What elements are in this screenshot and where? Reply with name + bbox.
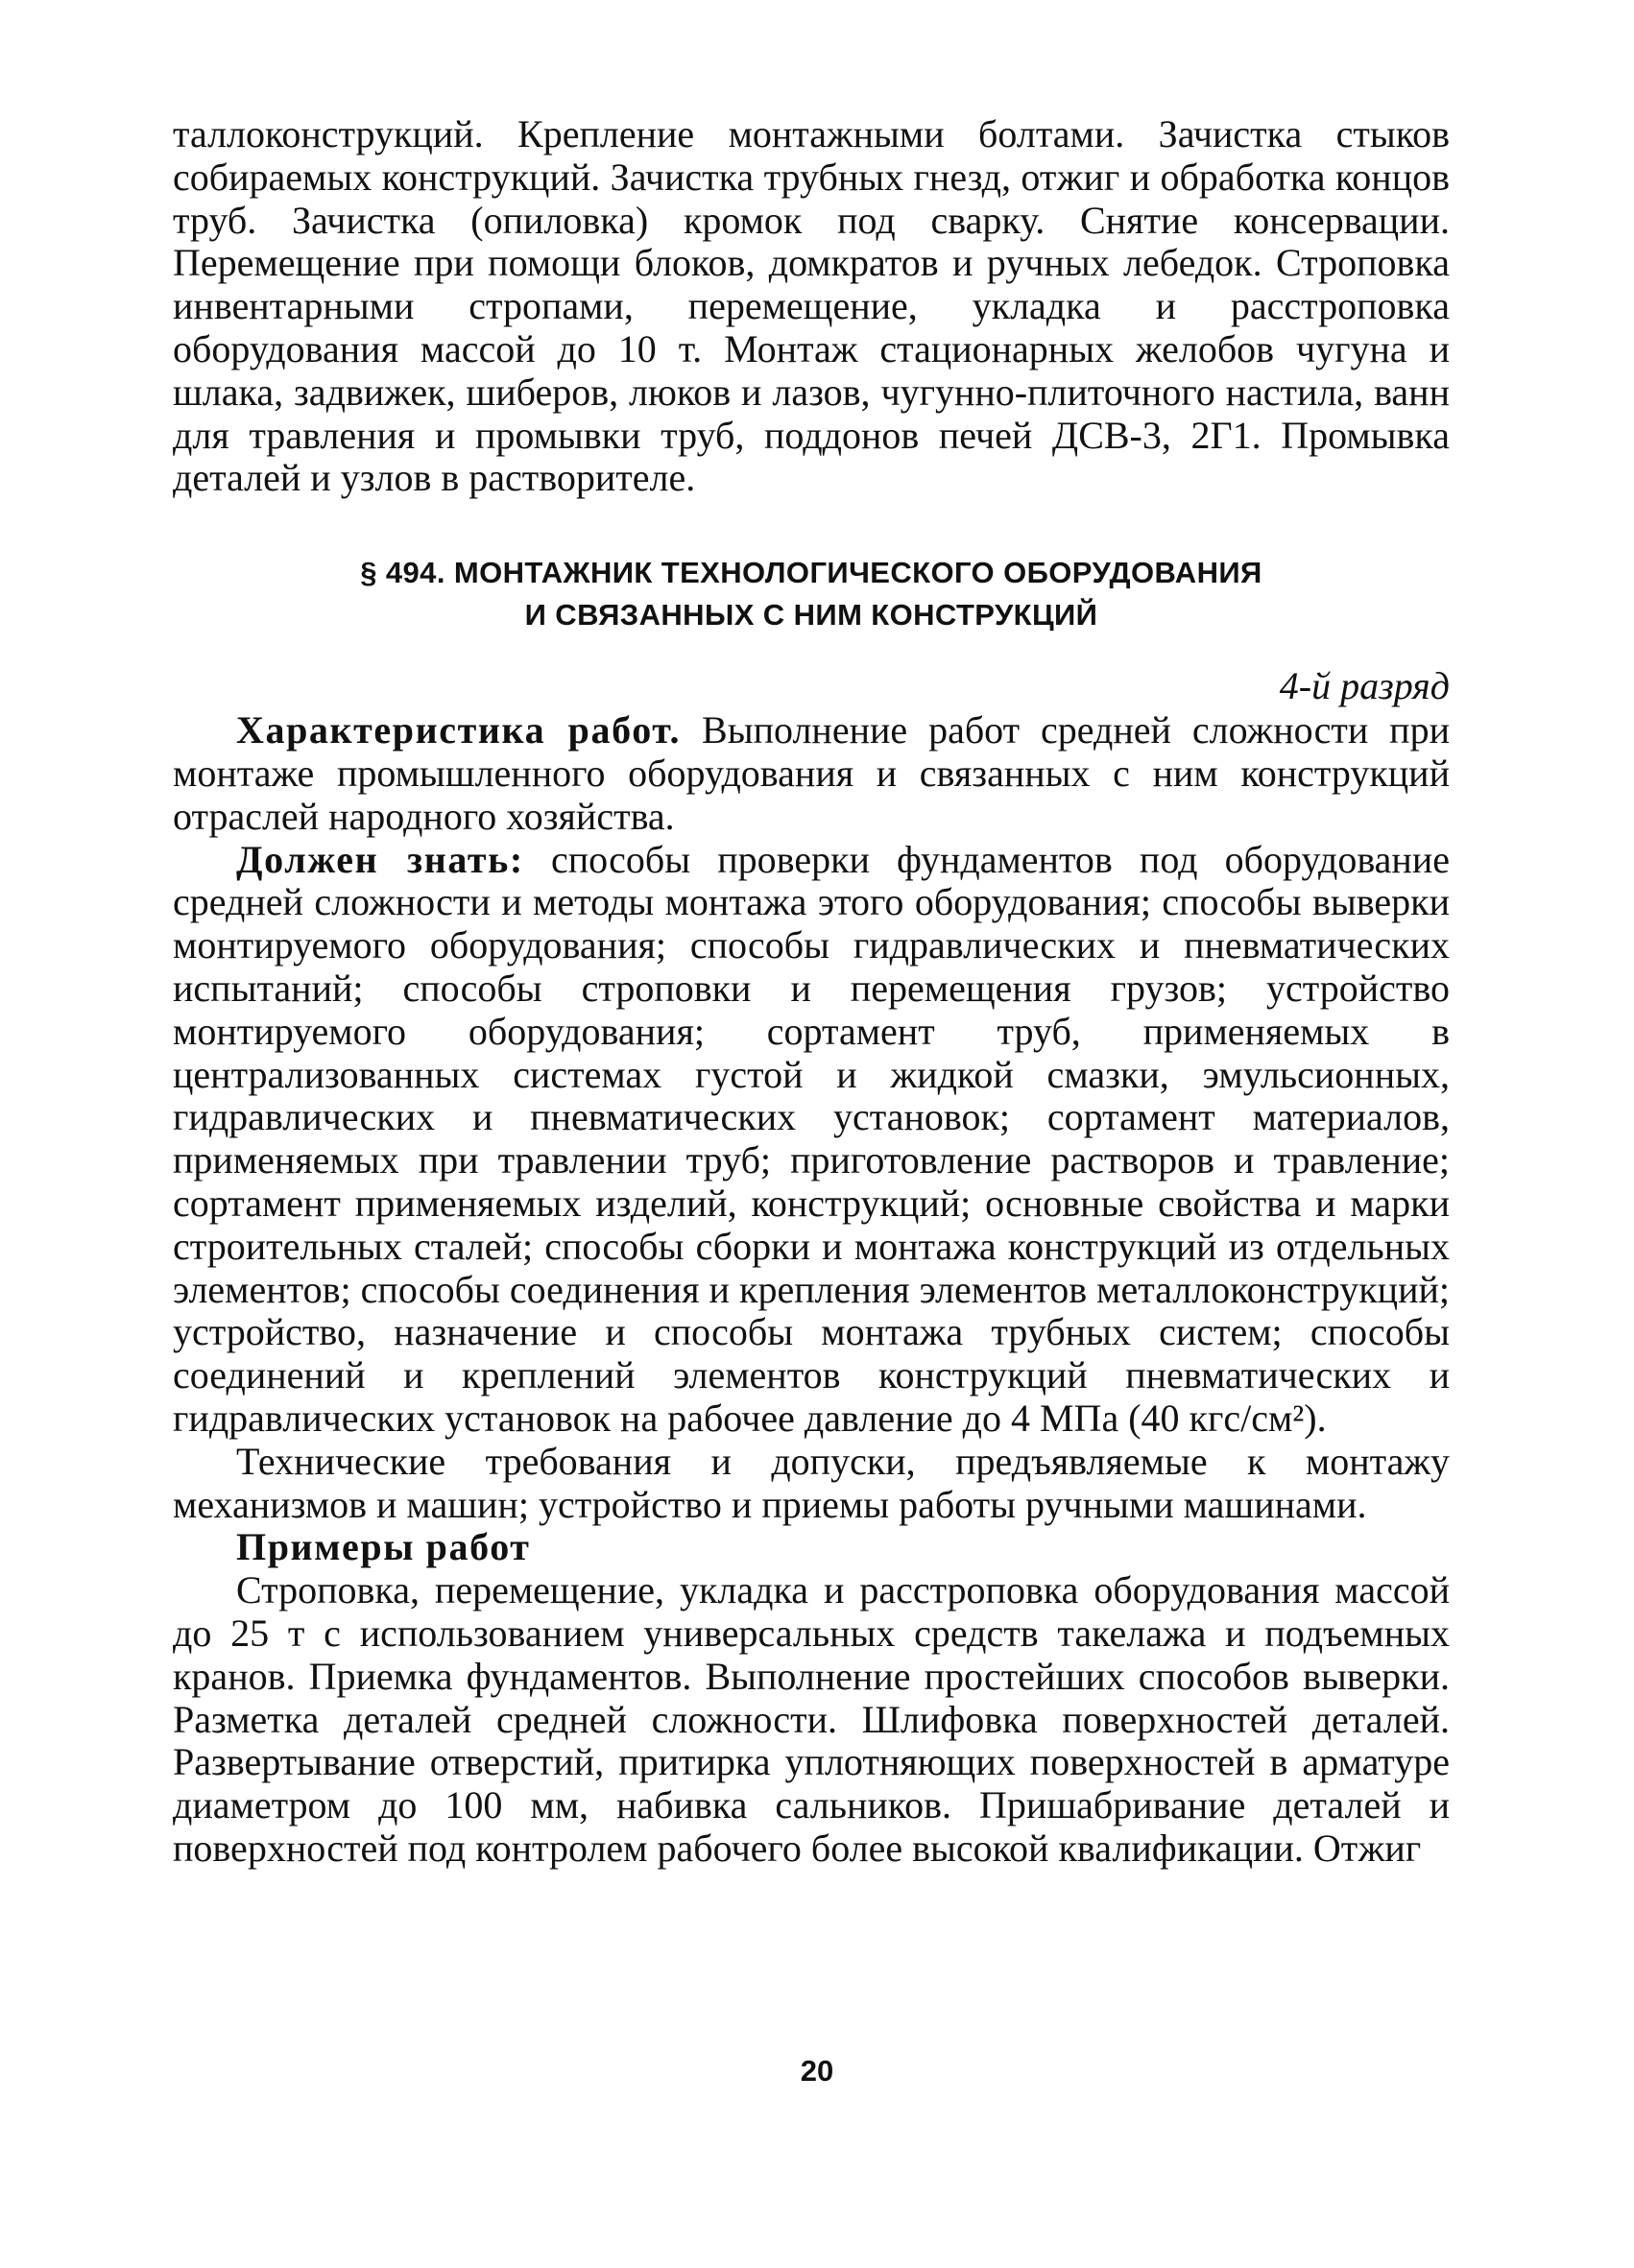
page-body	[173, 113, 1450, 1871]
section-heading	[173, 552, 1450, 636]
page-number: 20	[800, 2054, 834, 2088]
must-know-label: Должен знать:	[236, 837, 524, 881]
requirements-paragraph: Технические требования и допуски, предъявляемые к монтажу механизмов и машин; устройство и приемы работы ручными машинами.	[173, 1439, 1450, 1526]
grade-label: 4-й разряд	[1279, 664, 1450, 708]
characteristics-label: Характеристика работ.	[236, 708, 682, 752]
characteristics-text: Выполнение работ средней сложности при монтаже промышленного оборудования и связанных с ним конструкций отраслей народного хозяйства.	[173, 708, 1450, 838]
characteristics-paragraph	[173, 709, 1450, 838]
section-heading-line-1: § 494. МОНТАЖНИК ТЕХНОЛОГИЧЕСКОГО ОБОРУДОВАНИЯ	[360, 556, 1262, 590]
examples-heading: Примеры работ	[236, 1525, 531, 1569]
must-know-text: способы проверки фундаментов под оборудование средней сложности и методы монтажа этого оборудования; способы выверки монтируемого оборудования; способы гидравлических и пневматических испытаний; способы строповки и перемещения грузов; устройство монтируемого оборудования; сортамент труб, применяемых в централизованных системах густой и жидкой смазки, эмульсионных, гидравлических и пневматических установок; сортамент материалов, применяемых при травлении труб; приготовление растворов и травление; сортамент применяемых изделий, конструкций; основные свойства и марки строительных сталей; способы сборки и монтажа конструкций из отдельных элементов; способы соединения и крепления элементов металлоконструкций; устройство, назначение и способы монтажа трубных систем; способы соединений и креплений элементов конструкций пневматических и гидравлических установок на рабочее давление до 4 МПа (40 кгс/см²).	[173, 837, 1450, 1440]
examples-paragraph: Строповка, перемещение, укладка и расстроповка оборудования массой до 25 т с использованием универсальных средств такелажа и подъемных кранов. Приемка фундаментов. Выполнение простейших способов выверки. Разметка деталей средней сложности. Шлифовка поверхностей деталей. Развертывание отверстий, притирка уплотняющих поверхностей в арматуре диаметром до 100 мм, набивка сальников. Пришабривание деталей и поверхностей под контролем рабочего более высокой квалификации. Отжиг	[173, 1568, 1450, 1870]
must-know-paragraph	[173, 839, 1450, 1441]
intro-paragraph: таллоконструкций. Крепление монтажными болтами. Зачистка стыков собираемых конструкций. Зачистка трубных гнезд, отжиг и обработка концов труб. Зачистка (опиловка) кромок под сварку. Снятие консервации. Перемещение при помощи блоков, домкратов и ручных лебедок. Строповка инвентарными стропами, перемещение, укладка и расстроповка оборудования массой до 10 т. Монтаж стационарных желобов чугуна и шлака, задвижек, шиберов, люков и лазов, чугунно-плиточного настила, ванн для травления и промывки труб, поддонов печей ДСВ-3, 2Г1. Промывка деталей и узлов в растворителе.	[173, 112, 1450, 500]
section-heading-line-2: И СВЯЗАННЫХ С НИМ КОНСТРУКЦИЙ	[524, 598, 1098, 633]
